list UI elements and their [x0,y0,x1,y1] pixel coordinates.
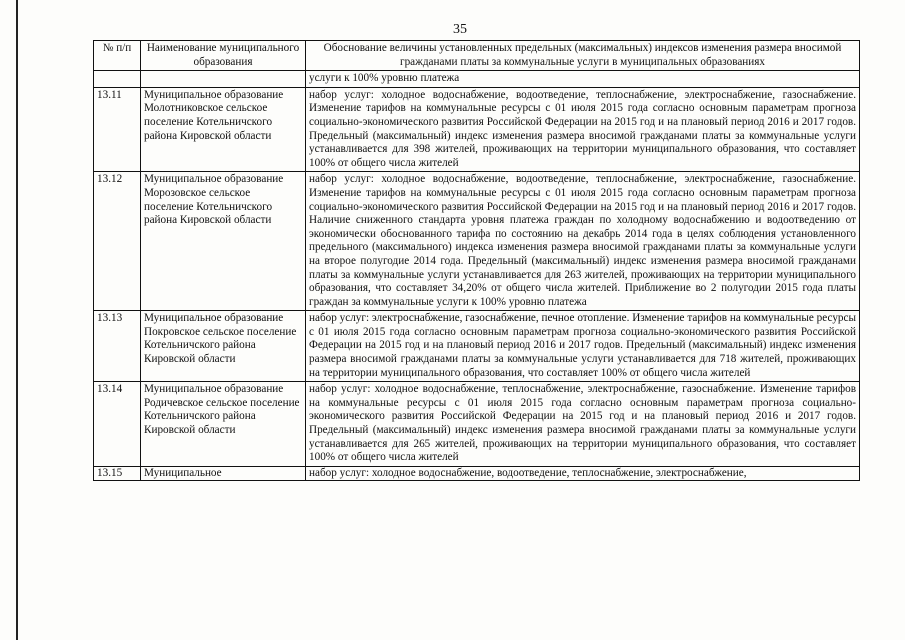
table-row [94,87,860,172]
table-header-row [94,41,860,71]
cell-number: 13.15 [94,466,141,481]
cell-justification: набор услуг: холодное водоснабжение, водоотведение, теплоснабжение, электроснабжение, газоснабжение. Изменение тарифов на коммунальные ресурсы с 01 июля 2015 года согласно основным параметрам прогноза социально-экономического развития Российской Федерации на 2015 год и на плановый период 2016 и 2017 годов. Наличие сниженного стандарта уровня платежа граждан по холодному водоснабжению и водоотведению от экономически обоснованного тарифа по состоянию на декабрь 2014 года в целях соблюдения установленного предельного (максимального) индекса изменения размера вносимой гражданами платы за коммунальные услуги на второе полугодие 2014 года. Предельный (максимальный) индекс изменения размера вносимой гражданами платы за коммунальные услуги устанавливается для 263 жителей, проживающих на территории муниципального образования, что составляет 34,20% от общего числа жителей. Приближение во 2 полугодии 2015 года платы граждан за коммунальные услуги к 100% уровню платежа [306,172,860,311]
cell-number: 13.12 [94,172,141,311]
cell-justification: услуги к 100% уровню платежа [306,71,860,88]
table-row [94,382,860,467]
cell-number: 13.11 [94,87,141,172]
table-row-continuation [94,71,860,88]
header-number: № п/п [94,41,141,71]
cell-municipality: Муниципальное образование Родичевское сельское поселение Котельничского района Кировской области [141,382,306,467]
cell-number [94,71,141,88]
cell-municipality: Муниципальное образование Морозовское сельское поселение Котельничского района Кировской области [141,172,306,311]
page-binding-line [16,0,18,640]
tariff-table [93,40,860,481]
table-row [94,172,860,311]
cell-justification: набор услуг: холодное водоснабжение, теплоснабжение, электроснабжение, газоснабжение. Изменение тарифов на коммунальные ресурсы с 01 июля 2015 года согласно основным параметрам прогноза социально-экономического развития Российской Федерации на 2015 год и на плановый период 2016 и 2017 годов. Предельный (максимальный) индекс изменения размера вносимой гражданами платы за коммунальные услуги устанавливается для 265 жителей, проживающих на территории муниципального образования, что составляет 100% от общего числа жителей [306,382,860,467]
cell-number: 13.13 [94,311,141,382]
cell-municipality [141,71,306,88]
cell-justification: набор услуг: электроснабжение, газоснабжение, печное отопление. Изменение тарифов на коммунальные ресурсы с 01 июля 2015 года согласно основным параметрам прогноза социально-экономического развития Российской Федерации на 2015 год и на плановый период 2016 и 2017 годов. Предельный (максимальный) индекс изменения размера вносимой гражданами платы за коммунальные услуги устанавливается для 718 жителей, проживающих на территории муниципального образования, что составляет 100% от общего числа жителей [306,311,860,382]
header-justification: Обоснование величины установленных предельных (максимальных) индексов изменения размера вносимой гражданами платы за коммунальные услуги в муниципальных образованиях [306,41,860,71]
cell-number: 13.14 [94,382,141,467]
table-row [94,311,860,382]
cell-justification: набор услуг: холодное водоснабжение, водоотведение, теплоснабжение, электроснабжение, газоснабжение. Изменение тарифов на коммунальные ресурсы с 01 июля 2015 года согласно основным параметрам прогноза социально-экономического развития Российской Федерации на 2015 год и на плановый период 2016 и 2017 годов. Предельный (максимальный) индекс изменения размера вносимой гражданами платы за коммунальные услуги устанавливается для 398 жителей, проживающих на территории муниципального образования, что составляет 100% от общего числа жителей [306,87,860,172]
table-row [94,466,860,481]
cell-municipality: Муниципальное образование Молотниковское сельское поселение Котельничского района Кировской области [141,87,306,172]
cell-municipality: Муниципальное образование Покровское сельское поселение Котельничского района Кировской области [141,311,306,382]
cell-justification: набор услуг: холодное водоснабжение, водоотведение, теплоснабжение, электроснабжение, [306,466,860,481]
cell-municipality: Муниципальное [141,466,306,481]
header-municipality-name: Наименование муниципального образования [141,41,306,71]
page-number: 35 [453,22,467,37]
